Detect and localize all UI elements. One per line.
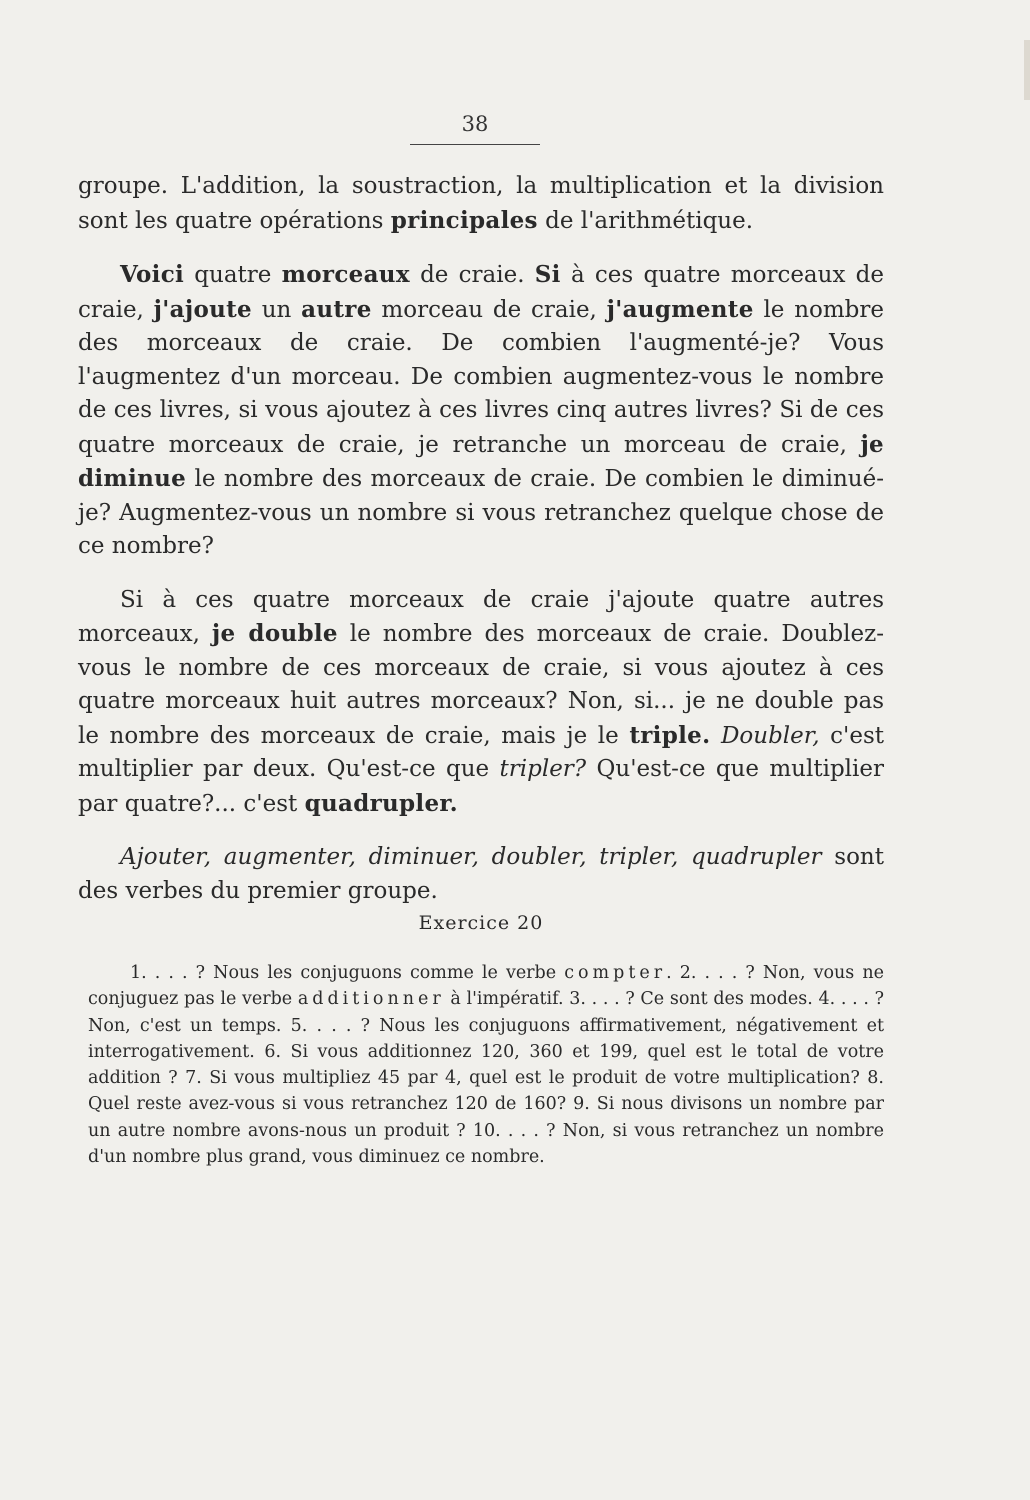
text-run: le nombre des morceaux de craie. De combien l'augmenté-je? Vous l'augmentez d'un morceau. De combien augmentez-vous le nombre de ces livres, si vous ajoutez à ces livres cinq autres livres? Si de ces quatre morceaux de craie, je retranche un morceau de craie, [78,296,884,458]
exercise-text [88,960,884,1170]
text-run: un [251,296,302,323]
text-run: . 2. . . . ? Non, vous ne conjuguez pas le verbe [88,963,884,1010]
text-run: c'est multiplier par deux. Qu'est-ce que [78,722,884,782]
bold-term: principales [390,206,538,234]
text-run: le nombre des morceaux de craie. De combien le diminué-je? Augmentez-vous un nombre si vous retranchez quelque chose de ce nombre? [78,466,884,559]
text-run: 1. . . . ? Nous les conjuguons comme le verbe [130,963,565,983]
text-run: quatre [184,262,282,288]
text-run: Qu'est-ce que multiplier par quatre?... c'est [78,756,884,817]
paragraph-2 [78,258,884,564]
bold-term: triple. [629,721,711,749]
text-run: à ces quatre morceaux de craie, [78,262,885,323]
text-run: le nombre des morceaux de craie. Doublez-vous le nombre de ces morceaux de craie, si vous ajoutez à ces quatre morceaux huit autres morceaux? Non, si... je ne double pas le nombre des morceaux de craie, mais je le [78,621,885,749]
page-edge-shadow [1024,40,1030,100]
header-rule [410,144,540,145]
text-run [710,723,721,749]
italic-term: tripler? [499,756,587,782]
bold-term: quadrupler. [304,789,458,817]
text-run: de craie. [409,262,535,288]
spaced-verb: compter [564,963,667,983]
bold-term: Si [534,261,561,288]
paragraph-3 [78,584,884,822]
text-run: sont des verbes du premier groupe. [78,844,884,904]
bold-term: je diminue [78,430,884,492]
bold-term: morceaux [281,261,410,288]
spaced-verb: additionner [297,989,445,1010]
text-run: Si à ces quatre morceaux de craie j'ajoute quatre autres morceaux, [78,586,884,647]
exercise-paragraph [88,960,884,1170]
bold-term: Voici [120,261,185,288]
bold-term: j'ajoute [153,295,252,323]
page-number: 38 [461,112,489,136]
bold-term: je double [211,620,338,647]
body-text [78,170,884,908]
exercise-title: Exercice 20 [418,912,544,934]
paragraph-1 [78,170,884,238]
paragraph-4 [78,841,884,908]
text-run: de l'arithmétique. [537,207,754,234]
bold-term: autre [301,295,372,323]
italic-term: Doubler, [720,722,820,749]
italic-term: Ajouter, augmenter, diminuer, doubler, tripler, quadrupler [120,844,822,870]
text-run: morceau de craie, [371,296,607,323]
text-run: à l'impératif. 3. . . . ? Ce sont des modes. 4. . . . ? Non, c'est un temps. 5. . . . ? Nous les conjuguons affirmativement, négativement et interrogativement. 6. Si vous additionnez 120, 360 et 199, quel est le total de votre addition ? 7. Si vous multipliez 45 par 4, quel est le produit de votre multiplication? 8. Quel reste avez-vous si vous retranchez 120 de 160? 9. Si nous divisons un nombre par un autre nombre avons-nous un produit ? 10. . . . ? Non, si vous retranchez un nombre d'un nombre plus grand, vous diminuez ce nombre. [88,989,885,1168]
bold-term: j'augmente [606,295,754,323]
text-run: groupe. L'addition, la soustraction, la multiplication et la division sont les quatre opérations [78,173,884,234]
